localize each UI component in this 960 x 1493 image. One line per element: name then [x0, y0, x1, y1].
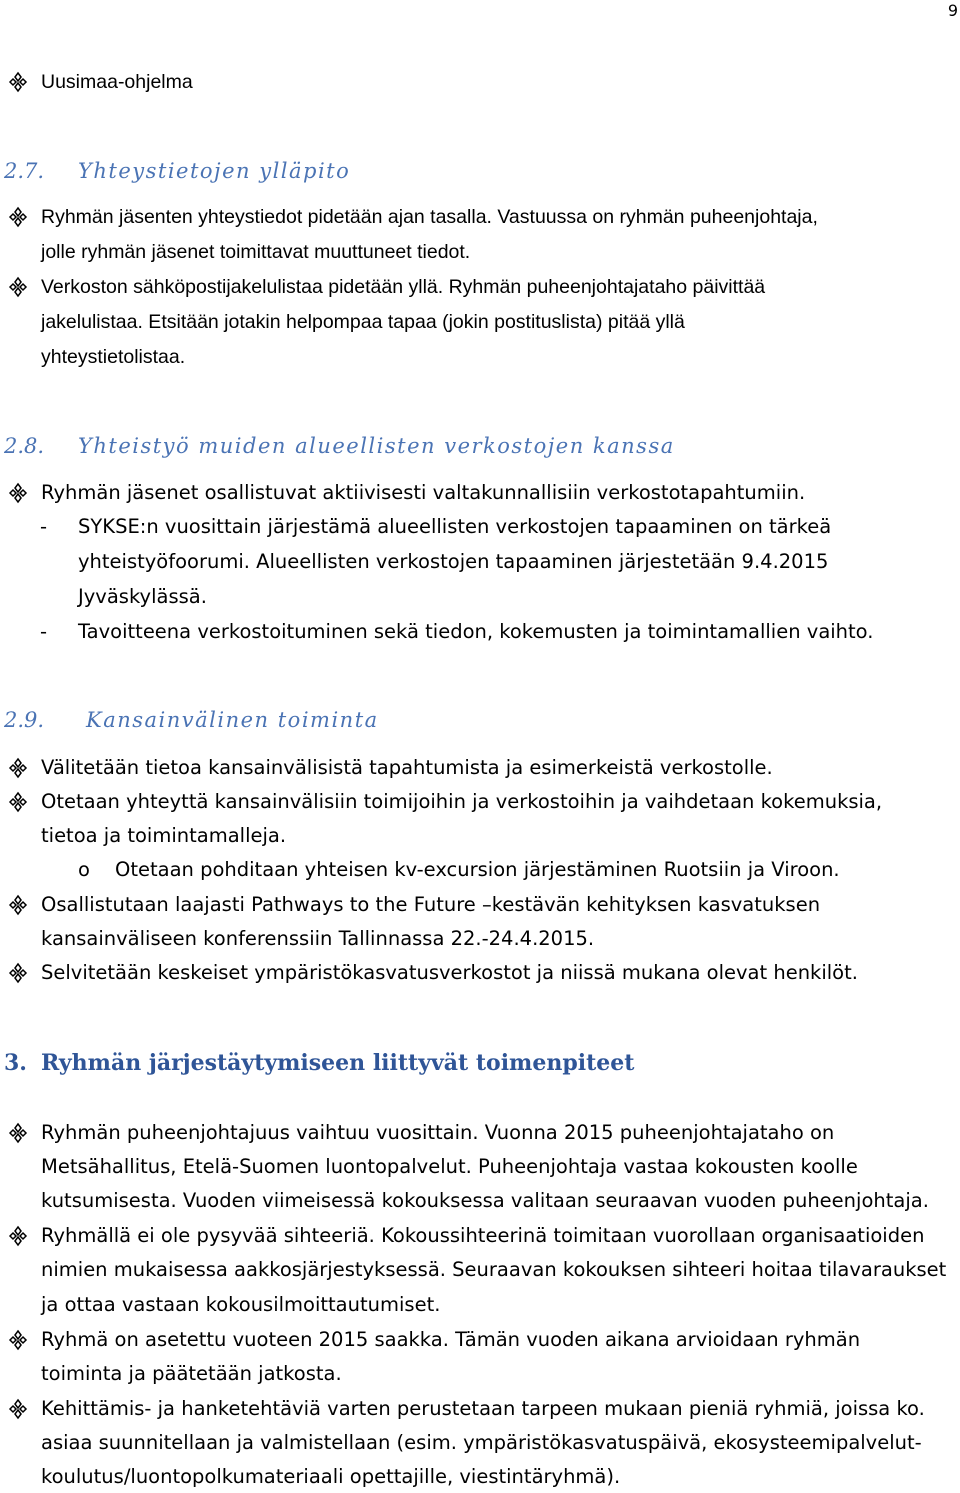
diamond-bullet-icon [8, 70, 30, 94]
paragraph-line: Metsähallitus, Etelä-Suomen luontopalvelut. Puheenjohtaja vastaa kokousten koolle [41, 1155, 858, 1178]
intro-bullet-text: Uusimaa-ohjelma [41, 71, 193, 93]
section-number: 2.9. [4, 708, 45, 732]
section-heading [4, 707, 379, 733]
diamond-bullet-icon [8, 1121, 30, 1145]
paragraph-line: Ryhmän jäsenten yhteystiedot pidetään ajan tasalla. Vastuussa on ryhmän puheenjohtaja, [41, 206, 818, 228]
diamond-bullet-icon [8, 756, 30, 780]
main-heading [4, 1049, 634, 1077]
paragraph-line: nimien mukaisessa aakkosjärjestyksessä. Seuraavan kokouksen sihteeri hoitaa tilavaraukset [41, 1258, 947, 1281]
section-title: Ryhmän järjestäytymiseen liittyvät toimenpiteet [41, 1050, 635, 1076]
paragraph-line: SYKSE:n vuosittain järjestämä alueellisten verkostojen tapaaminen on tärkeä [78, 515, 832, 538]
section-number: 2.8. [4, 434, 45, 458]
section-number: 2.7. [4, 159, 45, 183]
paragraph-line: Jyväskylässä. [78, 585, 207, 608]
diamond-bullet-icon [8, 1328, 30, 1352]
paragraph-line: Otetaan yhteyttä kansainvälisiin toimijoihin ja verkostoihin ja vaihdetaan kokemuksia, [41, 790, 883, 813]
paragraph-line: Selvitetään keskeiset ympäristökasvatusverkostot ja niissä mukana olevat henkilöt. [41, 961, 858, 984]
paragraph-line: jakelulistaa. Etsitään jotakin helpompaa tapaa (jokin postituslista) pitää yllä [41, 311, 685, 333]
paragraph-line: Välitetään tietoa kansainvälisistä tapahtumista ja esimerkeistä verkostolle. [41, 756, 773, 779]
paragraph-line: yhteystietolistaa. [41, 346, 186, 368]
paragraph-line: toiminta ja päätetään jatkosta. [41, 1362, 342, 1385]
paragraph-line: Otetaan pohditaan yhteisen kv-excursion järjestäminen Ruotsiin ja Viroon. [115, 858, 840, 881]
paragraph-line: Ryhmän jäsenet osallistuvat aktiivisesti valtakunnallisiin verkostotapahtumiin. [41, 481, 806, 504]
diamond-bullet-icon [8, 790, 30, 814]
paragraph-line: Ryhmällä ei ole pysyvää sihteeriä. Kokoussihteerinä toimitaan vuorollaan organisaatioiden [41, 1224, 925, 1247]
section-title: Yhteistyö muiden alueellisten verkostojen kanssa [78, 434, 675, 458]
diamond-bullet-icon [8, 1397, 30, 1421]
diamond-bullet-icon [8, 205, 30, 229]
paragraph-line: tietoa ja toimintamalleja. [41, 824, 287, 847]
page-number: 9 [947, 1, 958, 20]
section-heading [4, 158, 350, 184]
paragraph-line: Verkoston sähköpostijakelulistaa pidetään yllä. Ryhmän puheenjohtajataho päivittää [41, 276, 766, 298]
section-heading [4, 433, 675, 459]
paragraph-line: jolle ryhmän jäsenet toimittavat muuttuneet tiedot. [41, 241, 471, 263]
section-number: 3. [4, 1050, 27, 1076]
dash-marker: - [40, 515, 48, 538]
section-title: Yhteystietojen ylläpito [78, 159, 351, 183]
paragraph-line: Ryhmä on asetettu vuoteen 2015 saakka. Tämän vuoden aikana arvioidaan ryhmän [41, 1328, 861, 1351]
paragraph-line: Kehittämis- ja hanketehtäviä varten perustetaan tarpeen mukaan pieniä ryhmiä, joissa ko. [41, 1397, 925, 1420]
diamond-bullet-icon [8, 893, 30, 917]
paragraph-line: yhteistyöfoorumi. Alueellisten verkostojen tapaaminen järjestetään 9.4.2015 [78, 550, 829, 573]
paragraph-line: Ryhmän puheenjohtajuus vaihtuu vuosittain. Vuonna 2015 puheenjohtajataho on [41, 1121, 835, 1144]
section-title: Kansainvälinen toiminta [86, 708, 379, 732]
dash-marker: - [40, 620, 48, 643]
diamond-bullet-icon [8, 1224, 30, 1248]
circle-marker: o [78, 858, 90, 881]
paragraph-line: Tavoitteena verkostoituminen sekä tiedon, kokemusten ja toimintamallien vaihto. [78, 620, 874, 643]
paragraph-line: kansainväliseen konferenssiin Tallinnassa 22.-24.4.2015. [41, 927, 595, 950]
diamond-bullet-icon [8, 275, 30, 299]
paragraph-line: kutsumisesta. Vuoden viimeisessä kokouksessa valitaan seuraavan vuoden puheenjohtaja. [41, 1189, 929, 1212]
paragraph-line: koulutus/luontopolkumateriaali opettajille, viestintäryhmä). [41, 1465, 621, 1488]
diamond-bullet-icon [8, 961, 30, 985]
paragraph-line: Osallistutaan laajasti Pathways to the Future –kestävän kehityksen kasvatuksen [41, 893, 821, 916]
diamond-bullet-icon [8, 481, 30, 505]
paragraph-line: ja ottaa vastaan kokousilmoittautumiset. [41, 1293, 441, 1316]
paragraph-line: asiaa suunnitellaan ja valmistellaan (esim. ympäristökasvatuspäivä, ekosysteemipalvelut- [41, 1431, 922, 1454]
